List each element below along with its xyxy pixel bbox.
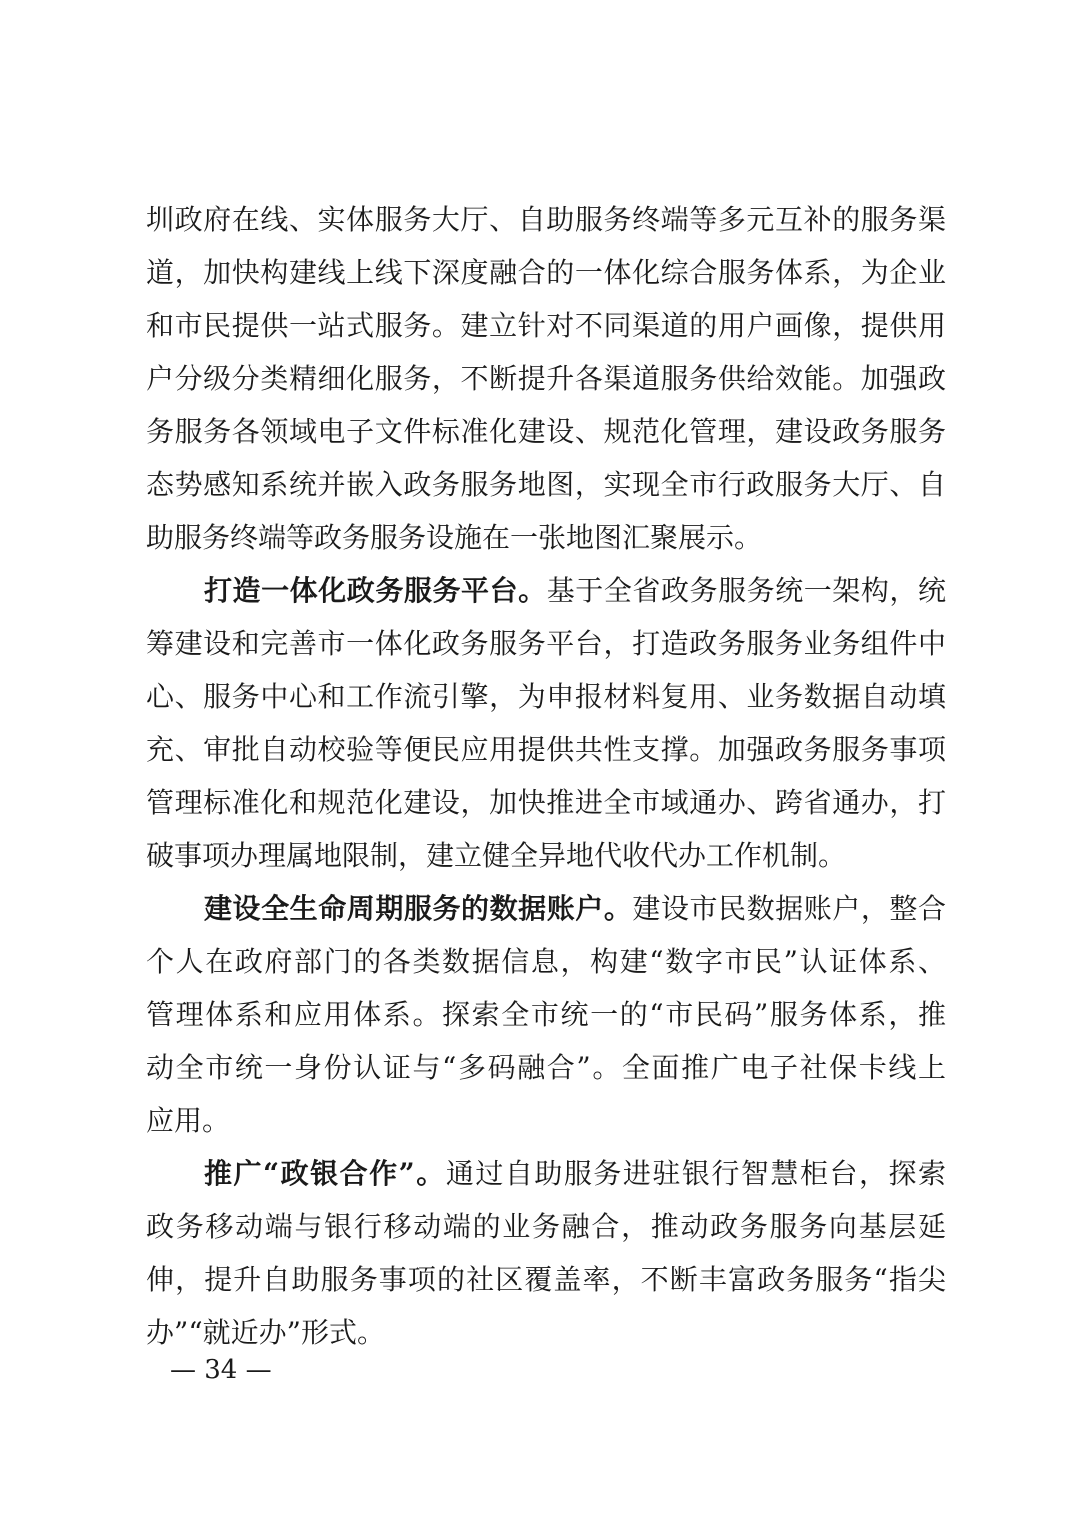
paragraph-4-first-line-rest: 通过自助服务进驻银行智慧柜台，探索 <box>445 1157 946 1190</box>
paragraph-1-line-4: 户分级分类精细化服务，不断提升各渠道服务供给效能。加强政 <box>146 362 946 395</box>
paragraph-3-line-5: 应用。 <box>146 1104 231 1137</box>
paragraph-4-line-4: 办”“就近办”形式。 <box>146 1316 385 1349</box>
page-number: — 34 — <box>170 1355 272 1385</box>
paragraph-1-line-1: 圳政府在线、实体服务大厅、自助服务终端等多元互补的服务渠 <box>146 203 946 236</box>
paragraph-2-line-2: 筹建设和完善市一体化政务服务平台，打造政务服务业务组件中 <box>146 627 946 660</box>
paragraph-2-first-line <box>204 571 946 611</box>
paragraph-2-line-6: 破事项办理属地限制，建立健全异地代收代办工作机制。 <box>146 839 847 872</box>
paragraph-3-line-4: 动全市统一身份认证与“多码融合”。全面推广电子社保卡线上 <box>146 1051 946 1084</box>
paragraph-4-first-line <box>204 1154 946 1194</box>
paragraph-3-first-line <box>204 889 946 929</box>
paragraph-3-first-line-rest: 建设市民数据账户，整合 <box>632 892 946 925</box>
paragraph-2-first-line-rest: 基于全省政务服务统一架构，统 <box>546 574 946 607</box>
paragraph-4-line-3: 伸，提升自助服务事项的社区覆盖率，不断丰富政务服务“指尖 <box>146 1263 946 1296</box>
paragraph-2-line-3: 心、服务中心和工作流引擎，为申报材料复用、业务数据自动填 <box>146 680 946 713</box>
paragraph-2-line-5: 管理标准化和规范化建设，加快推进全市域通办、跨省通办，打 <box>146 786 946 819</box>
paragraph-4-heading: 推广“政银合作”。 <box>204 1157 446 1190</box>
paragraph-1-line-3: 和市民提供一站式服务。建立针对不同渠道的用户画像，提供用 <box>146 309 946 342</box>
paragraph-1-line-6: 态势感知系统并嵌入政务服务地图，实现全市行政服务大厅、自 <box>146 468 946 501</box>
paragraph-1-line-5: 务服务各领域电子文件标准化建设、规范化管理，建设政务服务 <box>146 415 946 448</box>
paragraph-2-heading: 打造一体化政务服务平台。 <box>204 574 547 607</box>
paragraph-3-line-2: 个人在政府部门的各类数据信息，构建“数字市民”认证体系、 <box>146 945 946 978</box>
paragraph-3-heading: 建设全生命周期服务的数据账户。 <box>204 892 633 925</box>
paragraph-1-line-2: 道，加快构建线上线下深度融合的一体化综合服务体系，为企业 <box>146 256 946 289</box>
paragraph-4-line-2: 政务移动端与银行移动端的业务融合，推动政务服务向基层延 <box>146 1210 946 1243</box>
paragraph-3-line-3: 管理体系和应用体系。探索全市统一的“市民码”服务体系，推 <box>146 998 946 1031</box>
paragraph-1-line-7: 助服务终端等政务服务设施在一张地图汇聚展示。 <box>146 521 763 554</box>
paragraph-2-line-4: 充、审批自动校验等便民应用提供共性支撑。加强政务服务事项 <box>146 733 946 766</box>
